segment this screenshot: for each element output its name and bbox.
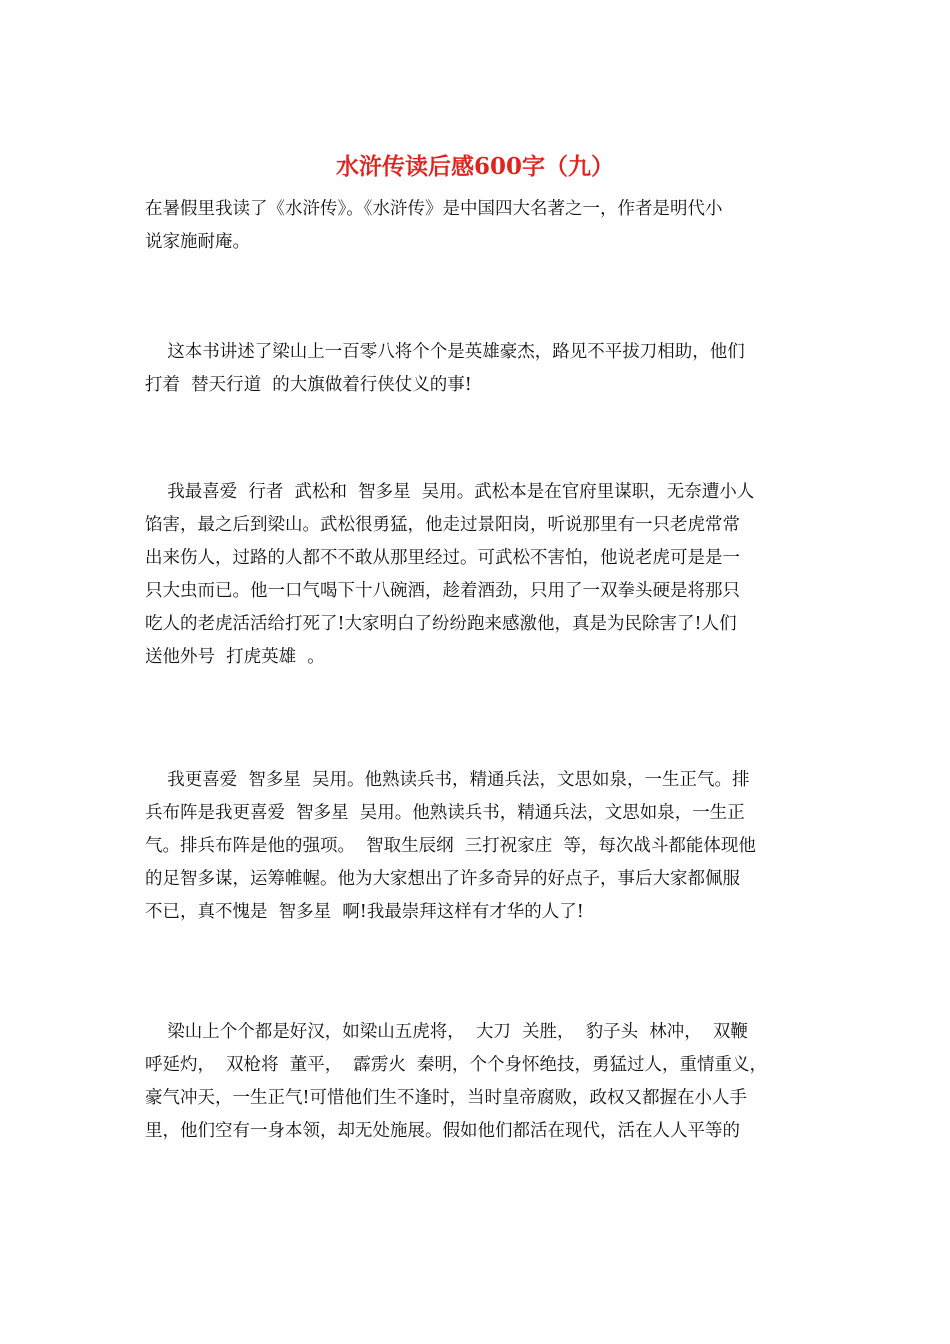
text-line: 气。排兵布阵是他的强项。 智取生辰纲 三打祝家庄 等，每次战斗都能体现他: [145, 836, 756, 856]
document-title: 水浒传读后感600字（九）: [335, 153, 614, 180]
text-line: 不已，真不愧是 智多星 啊!我最崇拜这样有才华的人了!: [145, 902, 584, 922]
text-line: 里，他们空有一身本领，却无处施展。假如他们都活在现代，活在人人平等的: [145, 1121, 740, 1141]
text-line: 我更喜爱 智多星 吴用。他熟读兵书，精通兵法，文思如泉，一生正气。排: [145, 770, 750, 790]
text-line: 打着 替天行道 的大旗做着行侠仗义的事!: [145, 375, 472, 395]
text-line: 在暑假里我读了《水浒传》。《水浒传》是中国四大名著之一，作者是明代小: [145, 199, 723, 219]
text-line: 的足智多谋，运筹帷幄。他为大家想出了许多奇异的好点子，事后大家都佩服: [145, 869, 740, 889]
text-line: 吃人的老虎活活给打死了!大家明白了纷纷跑来感激他，真是为民除害了!人们: [145, 614, 737, 634]
paragraph-wuyong: [145, 764, 805, 929]
text-line: 兵布阵是我更喜爱 智多星 吴用。他熟读兵书，精通兵法，文思如泉，一生正: [145, 803, 745, 823]
text-line: 梁山上个个都是好汉，如梁山五虎将， 大刀 关胜， 豹子头 林冲， 双鞭: [145, 1022, 748, 1042]
paragraph-wusong: [145, 476, 805, 674]
text-line: 我最喜爱 行者 武松和 智多星 吴用。武松本是在官府里谋职，无奈遭小人: [145, 482, 755, 502]
text-line: 出来伤人，过路的人都不不敢从那里经过。可武松不害怕，他说老虎可是是一: [145, 548, 740, 568]
text-line: 这本书讲述了梁山上一百零八将个个是英雄豪杰，路见不平拔刀相助，他们: [145, 342, 745, 362]
text-line: 呼延灼， 双枪将 董平， 霹雳火 秦明，个个身怀绝技，勇猛过人，重情重义，: [145, 1055, 767, 1075]
text-line: 馅害，最之后到梁山。武松很勇猛，他走过景阳岗，听说那里有一只老虎常常: [145, 515, 740, 535]
text-line: 说家施耐庵。: [145, 232, 250, 252]
text-line: 豪气冲天，一生正气!可惜他们生不逢时，当时皇帝腐败，政权又都握在小人手: [145, 1088, 748, 1108]
text-line: 只大虫而已。他一口气喝下十八碗酒，趁着酒劲，只用了一双拳头硬是将那只: [145, 581, 740, 601]
text-line: 送他外号 打虎英雄 。: [145, 647, 325, 667]
paragraph-heroes: [145, 1016, 805, 1148]
paragraph-book-summary: [145, 336, 805, 402]
paragraph-intro: [145, 193, 805, 259]
